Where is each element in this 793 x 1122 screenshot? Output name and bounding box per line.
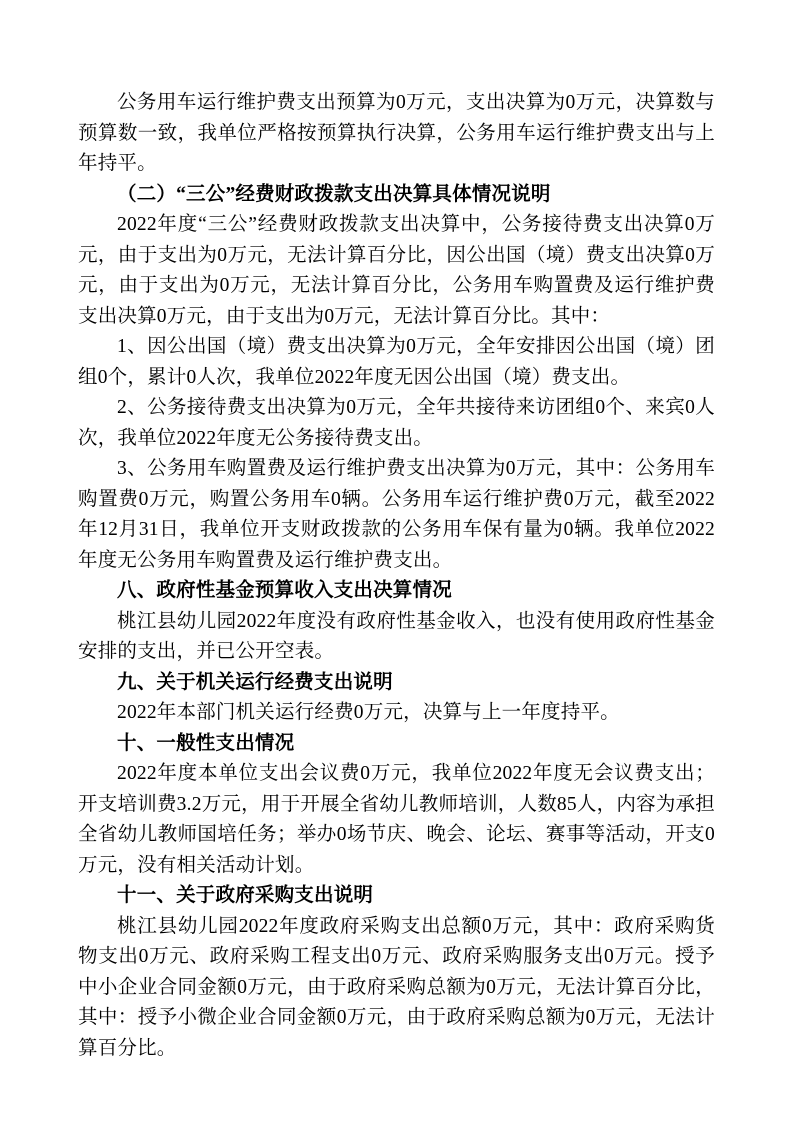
document-body [78,88,715,1065]
paragraph-section-10-body: 2022年度本单位支出会议费0万元，我单位2022年度无会议费支出；开支培训费3.2万元，用于开展全省幼儿教师培训，人数85人，内容为承担全省幼儿教师国培任务；举办0场节庆、晚会、论坛、赛事等活动，开支0万元，没有相关活动计划。 [78,763,715,876]
heading-section-11-procurement: 十一、关于政府采购支出说明 [117,885,374,907]
heading-section-10-general-expenditure: 十、一般性支出情况 [117,732,295,754]
paragraph-three-public-funds-summary: 2022年度“三公”经费财政拨款支出决算中，公务接待费支出决算0万元，由于支出为0万元，无法计算百分比，因公出国（境）费支出决算0万元，由于支出为0万元，无法计算百分比，公务用车购置费及运行维护费支出决算0万元，由于支出为0万元，无法计算百分比。其中： [78,214,715,327]
paragraph-section-9-body: 2022年本部门机关运行经费0万元，决算与上一年度持平。 [117,702,620,724]
heading-three-public-funds-detail: （二）“三公”经费财政拨款支出决算具体情况说明 [117,183,551,205]
heading-section-8-government-fund: 八、政府性基金预算收入支出决算情况 [117,580,452,602]
paragraph-section-11-body: 桃江县幼儿园2022年度政府采购支出总额0万元，其中：政府采购货物支出0万元、政府采购工程支出0万元、政府采购服务支出0万元。授予中小企业合同金额0万元，由于政府采购总额为0万元，无法计算百分比，其中：授予小微企业合同金额0万元，由于政府采购总额为0万元，无法计算百分比。 [78,915,715,1059]
paragraph-section-8-body: 桃江县幼儿园2022年度没有政府性基金收入，也没有使用政府性基金安排的支出，并已公开空表。 [78,610,715,663]
paragraph-item-3-vehicle: 3、公务用车购置费及运行维护费支出决算为0万元，其中：公务用车购置费0万元，购置公务用车0辆。公务用车运行维护费0万元，截至2022年12月31日，我单位开支财政拨款的公务用车保有量为0辆。我单位2022年度无公务用车购置费及运行维护费支出。 [78,458,715,571]
heading-section-9-operating-expenses: 九、关于机关运行经费支出说明 [117,671,393,693]
paragraph-item-2-reception: 2、公务接待费支出决算为0万元，全年共接待来访团组0个、来宾0人次，我单位2022年度无公务接待费支出。 [78,397,715,449]
paragraph-vehicle-maintenance: 公务用车运行维护费支出预算为0万元，支出决算为0万元，决算数与预算数一致，我单位严格按预算执行决算，公务用车运行维护费支出与上年持平。 [78,92,715,175]
paragraph-item-1-overseas: 1、因公出国（境）费支出决算为0万元，全年安排因公出国（境）团组0个，累计0人次，我单位2022年度无因公出国（境）费支出。 [78,336,715,388]
